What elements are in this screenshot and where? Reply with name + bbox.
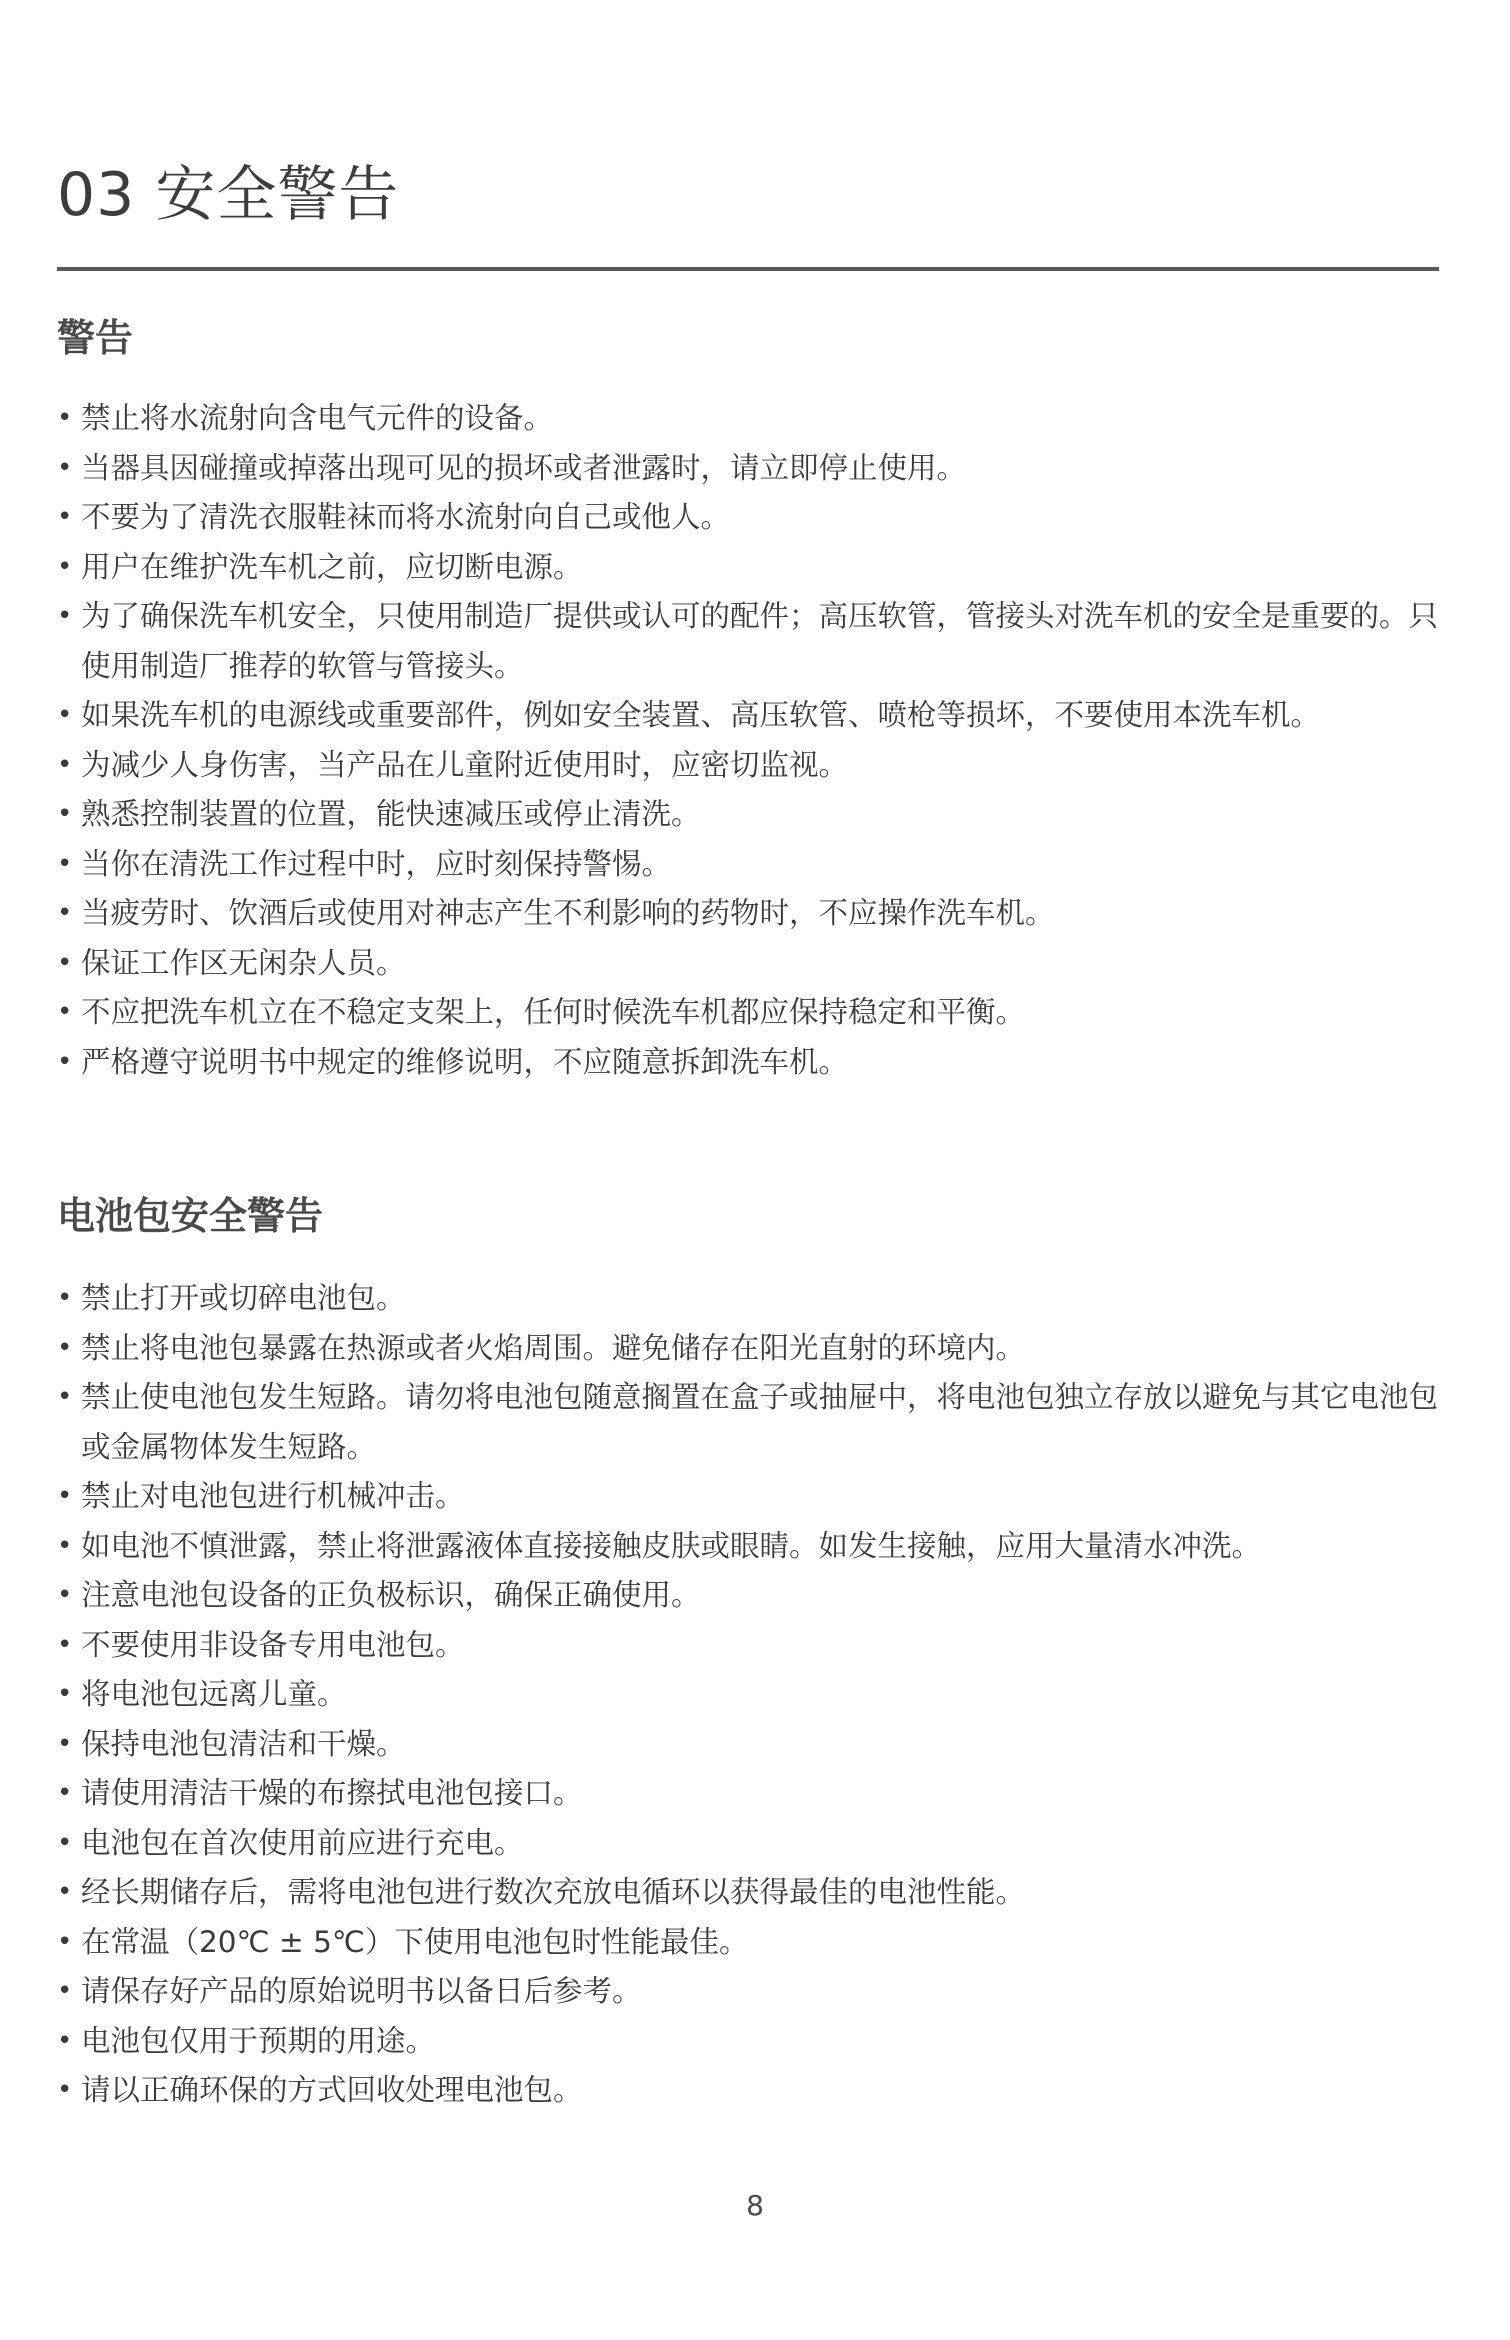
bullet-icon: • bbox=[57, 848, 73, 879]
list-item bbox=[57, 1769, 1439, 1819]
list-item-text: 当疲劳时、饮酒后或使用对神志产生不利影响的药物时，不应操作洗车机。 bbox=[81, 896, 1055, 930]
bullet-icon: • bbox=[57, 1728, 73, 1759]
list-item-text: 严格遵守说明书中规定的维修说明，不应随意拆卸洗车机。 bbox=[81, 1044, 849, 1079]
bullet-icon: • bbox=[57, 1332, 73, 1363]
list-item-text: 如果洗车机的电源线或重要部件，例如安全装置、高压软管、喷枪等损坏，不要使用本洗车机。 bbox=[81, 698, 1321, 732]
list-item-text: 熟悉控制装置的位置，能快速减压或停止清洗。 bbox=[81, 797, 701, 831]
list-item bbox=[57, 790, 1439, 840]
list-item bbox=[57, 1868, 1439, 1918]
bullet-icon: • bbox=[57, 1580, 73, 1610]
list-item-text: 不要使用非设备专用电池包。 bbox=[81, 1627, 465, 1662]
list-item bbox=[57, 1670, 1439, 1720]
list-item-text: 在常温（20℃ ± 5℃）下使用电池包时性能最佳。 bbox=[81, 1924, 749, 1959]
page-number: 8 bbox=[746, 2189, 764, 2222]
bullet-icon: • bbox=[57, 452, 73, 483]
list-item bbox=[57, 691, 1439, 741]
list-item-text: 禁止打开或切碎电池包。 bbox=[81, 1281, 406, 1315]
list-item bbox=[57, 840, 1439, 890]
list-item-text: 电池包在首次使用前应进行充电。 bbox=[81, 1825, 524, 1860]
list-item bbox=[57, 1324, 1439, 1374]
list-item bbox=[57, 1373, 1439, 1472]
list-item-text: 当你在清洗工作过程中时，应时刻保持警惕。 bbox=[81, 846, 672, 881]
bullet-icon: • bbox=[57, 1926, 73, 1957]
list-item-text: 不要为了清洗衣服鞋袜而将水流射向自己或他人。 bbox=[81, 500, 731, 534]
bullet-icon: • bbox=[57, 1481, 73, 1511]
list-item bbox=[57, 444, 1439, 494]
list-item bbox=[57, 394, 1439, 444]
list-item bbox=[57, 939, 1439, 989]
list-item bbox=[57, 1274, 1439, 1324]
list-item bbox=[57, 741, 1439, 791]
list-item-text: 请使用清洁干燥的布擦拭电池包接口。 bbox=[81, 1776, 583, 1810]
list-item bbox=[57, 1819, 1439, 1869]
list-item-text: 当器具因碰撞或掉落出现可见的损坏或者泄露时，请立即停止使用。 bbox=[81, 450, 967, 485]
bullet-icon: • bbox=[57, 2025, 73, 2056]
bullet-icon: • bbox=[57, 1679, 73, 1709]
list-item-text: 禁止将电池包暴露在热源或者火焰周围。避免储存在阳光直射的环境内。 bbox=[81, 1330, 1026, 1365]
bullet-icon: • bbox=[57, 1778, 73, 1808]
bullet-icon: • bbox=[57, 502, 73, 532]
list-item-text: 保证工作区无闲杂人员。 bbox=[81, 945, 406, 980]
list-item-text: 不应把洗车机立在不稳定支架上，任何时候洗车机都应保持稳定和平衡。 bbox=[81, 995, 1026, 1029]
bullet-icon: • bbox=[57, 749, 73, 780]
list-item bbox=[57, 889, 1439, 939]
list-item bbox=[57, 543, 1439, 593]
list-item-text: 保持电池包清洁和干燥。 bbox=[81, 1726, 406, 1761]
list-item-text: 请保存好产品的原始说明书以备日后参考。 bbox=[81, 1974, 642, 2008]
list-item bbox=[57, 2066, 1439, 2116]
list-item bbox=[57, 1621, 1439, 1671]
bullet-icon: • bbox=[57, 799, 73, 829]
bullet-icon: • bbox=[57, 1382, 73, 1412]
list-item bbox=[57, 1918, 1439, 1968]
bullet-icon: • bbox=[57, 403, 73, 433]
list-item-text: 将电池包远离儿童。 bbox=[81, 1677, 347, 1711]
list-item-text: 如电池不慎泄露，禁止将泄露液体直接接触皮肤或眼睛。如发生接触，应用大量清水冲洗。 bbox=[81, 1528, 1262, 1563]
list-item bbox=[57, 1720, 1439, 1770]
section-warning bbox=[57, 310, 1439, 1087]
bullet-icon: • bbox=[57, 601, 73, 631]
bullet-icon: • bbox=[57, 700, 73, 730]
list-item-text: 禁止使电池包发生短路。请勿将电池包随意搁置在盒子或抽屉中，将电池包独立存放以避免与其它电池包或金属物体发生短路。 bbox=[81, 1380, 1439, 1464]
bullet-icon: • bbox=[57, 947, 73, 978]
bullet-icon: • bbox=[57, 551, 73, 582]
bullet-icon: • bbox=[57, 1629, 73, 1660]
section-heading: 警告 bbox=[57, 316, 134, 360]
bullet-icon: • bbox=[57, 1530, 73, 1561]
list-item bbox=[57, 1571, 1439, 1621]
bullet-icon: • bbox=[57, 997, 73, 1027]
bullet-list bbox=[57, 1274, 1439, 2116]
list-item bbox=[57, 2017, 1439, 2067]
list-item bbox=[57, 1472, 1439, 1522]
list-item bbox=[57, 1522, 1439, 1572]
list-item-text: 电池包仅用于预期的用途。 bbox=[81, 2023, 436, 2058]
list-item-text: 为了确保洗车机安全，只使用制造厂提供或认可的配件；高压软管，管接头对洗车机的安全是重要的。只使用制造厂推荐的软管与管接头。 bbox=[81, 599, 1439, 683]
section-heading: 电池包安全警告 bbox=[57, 1194, 324, 1238]
list-item-text: 请以正确环保的方式回收处理电池包。 bbox=[81, 2073, 583, 2107]
list-item-text: 注意电池包设备的正负极标识，确保正确使用。 bbox=[81, 1578, 701, 1612]
bullet-icon: • bbox=[57, 1046, 73, 1077]
bullet-icon: • bbox=[57, 898, 73, 928]
list-item bbox=[57, 1967, 1439, 2017]
list-item bbox=[57, 493, 1439, 543]
bullet-icon: • bbox=[57, 1877, 73, 1907]
bullet-icon: • bbox=[57, 2075, 73, 2105]
list-item-text: 为减少人身伤害，当产品在儿童附近使用时，应密切监视。 bbox=[81, 747, 849, 782]
title-divider bbox=[57, 267, 1439, 271]
list-item-text: 用户在维护洗车机之前，应切断电源。 bbox=[81, 549, 583, 584]
list-item bbox=[57, 592, 1439, 691]
section-battery-warning bbox=[57, 1188, 1439, 2116]
list-item-text: 禁止对电池包进行机械冲击。 bbox=[81, 1479, 465, 1513]
list-item-text: 禁止将水流射向含电气元件的设备。 bbox=[81, 401, 554, 435]
bullet-icon: • bbox=[57, 1827, 73, 1858]
page-title: 03 安全警告 bbox=[57, 160, 400, 230]
bullet-icon: • bbox=[57, 1976, 73, 2006]
list-item bbox=[57, 988, 1439, 1038]
list-item bbox=[57, 1038, 1439, 1088]
bullet-icon: • bbox=[57, 1283, 73, 1313]
list-item-text: 经长期储存后，需将电池包进行数次充放电循环以获得最佳的电池性能。 bbox=[81, 1875, 1026, 1909]
bullet-list bbox=[57, 394, 1439, 1087]
